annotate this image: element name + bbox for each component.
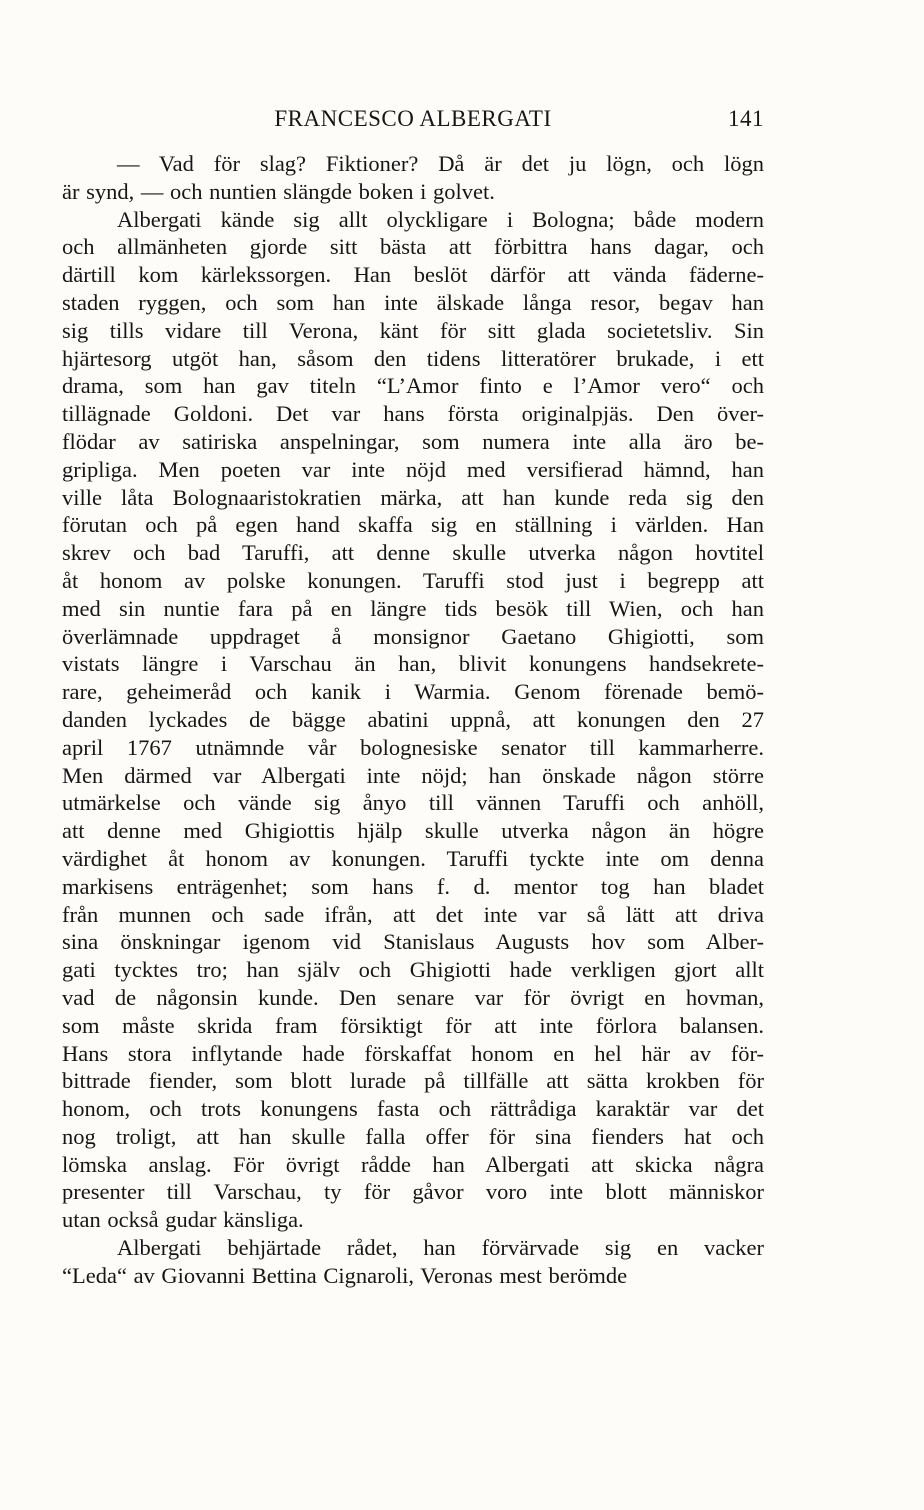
text-line: med sin nuntie fara på en längre tids besök till Wien, och han: [62, 595, 764, 621]
text-line: sig tills vidare till Verona, känt för sitt glada societetsliv. Sin: [62, 317, 764, 343]
text-line: och allmänheten gjorde sitt bästa att förbittra hans dagar, och: [62, 234, 764, 260]
text-line: utmärkelse och vände sig ånyo till vännen Taruffi och anhöll,: [62, 790, 764, 816]
text-line: utan också gudar känsliga.: [62, 1207, 304, 1233]
text-line: från munnen och sade ifrån, att det inte var så lätt att driva: [62, 901, 764, 927]
book-page: [62, 104, 764, 1290]
text-line: nog troligt, att han skulle falla offer för sina fienders hat och: [62, 1123, 764, 1149]
text-line: Albergati behjärtade rådet, han förvärvade sig en vacker: [117, 1235, 764, 1261]
text-line: lömska anslag. För övrigt rådde han Albergati att skicka några: [62, 1151, 764, 1177]
paragraph: [62, 150, 764, 206]
text-line: ville låta Bolognaaristokratien märka, att han kunde reda sig den: [62, 484, 764, 510]
text-line: “Leda“ av Giovanni Bettina Cignaroli, Veronas mest berömde: [62, 1262, 628, 1288]
text-line: skrev och bad Taruffi, att denne skulle utverka någon hovtitel: [62, 540, 764, 566]
text-line: Men därmed var Albergati inte nöjd; han önskade någon större: [62, 762, 764, 788]
text-line: — Vad för slag? Fiktioner? Då är det ju lögn, och lögn: [117, 151, 764, 176]
text-line: sina önskningar igenom vid Stanislaus Augusts hov som Alber-: [62, 929, 764, 955]
text-line: vad de någonsin kunde. Den senare var för övrigt en hovman,: [62, 984, 764, 1010]
running-title: FRANCESCO ALBERGATI: [274, 106, 552, 131]
paragraph: [62, 1234, 764, 1290]
text-line: är synd, — och nuntien slängde boken i golvet.: [62, 178, 495, 204]
text-line: åt honom av polske konungen. Taruffi stod just i begrepp att: [62, 567, 764, 593]
text-line: hjärtesorg utgöt han, såsom den tidens litteratörer brukade, i ett: [62, 345, 764, 371]
text-line: gati tycktes tro; han själv och Ghigiotti hade verkligen gjort allt: [62, 957, 764, 983]
running-header: [62, 104, 764, 138]
text-line: staden ryggen, och som han inte älskade långa resor, begav han: [62, 289, 764, 315]
text-line: flödar av satiriska anspelningar, som numera inte alla äro be-: [62, 428, 764, 454]
text-line: tillägnade Goldoni. Det var hans första originalpjäs. Den över-: [62, 401, 764, 427]
text-line: som måste skrida fram försiktigt för att inte förlora balansen.: [62, 1012, 764, 1038]
text-line: Albergati kände sig allt olyckligare i Bologna; både modern: [117, 206, 764, 232]
text-line: danden lyckades de bägge abatini uppnå, att konungen den 27: [62, 706, 764, 732]
body-text: [62, 150, 764, 1290]
text-line: drama, som han gav titeln “L’Amor finto e l’Amor vero“ och: [62, 373, 764, 399]
text-line: markisens enträgenhet; som hans f. d. mentor tog han bladet: [62, 873, 764, 899]
text-line: rare, geheimeråd och kanik i Warmia. Genom förenade bemö-: [62, 679, 764, 705]
text-line: presenter till Varschau, ty för gåvor voro inte blott människor: [62, 1179, 764, 1205]
text-line: april 1767 utnämnde vår bolognesiske senator till kammarherre.: [62, 734, 764, 760]
text-line: honom, och trots konungens fasta och rättrådiga karaktär var det: [62, 1096, 764, 1122]
paragraph: [62, 206, 764, 1234]
text-line: därtill kom kärlekssorgen. Han beslöt därför att vända fäderne-: [62, 262, 764, 288]
text-line: Hans stora inflytande hade förskaffat honom en hel här av för-: [62, 1040, 764, 1066]
text-line: gripliga. Men poeten var inte nöjd med versifierad hämnd, han: [62, 456, 764, 482]
text-line: överlämnade uppdraget å monsignor Gaetano Ghigiotti, som: [62, 623, 764, 649]
text-line: förutan och på egen hand skaffa sig en ställning i världen. Han: [62, 512, 764, 538]
text-line: bittrade fiender, som blott lurade på tillfälle att sätta krokben för: [62, 1068, 764, 1094]
page-number: 141: [728, 106, 764, 131]
text-line: att denne med Ghigiottis hjälp skulle utverka någon än högre: [62, 818, 764, 844]
text-line: värdighet åt honom av konungen. Taruffi tyckte inte om denna: [62, 845, 764, 871]
text-line: vistats längre i Varschau än han, blivit konungens handsekrete-: [62, 651, 764, 677]
